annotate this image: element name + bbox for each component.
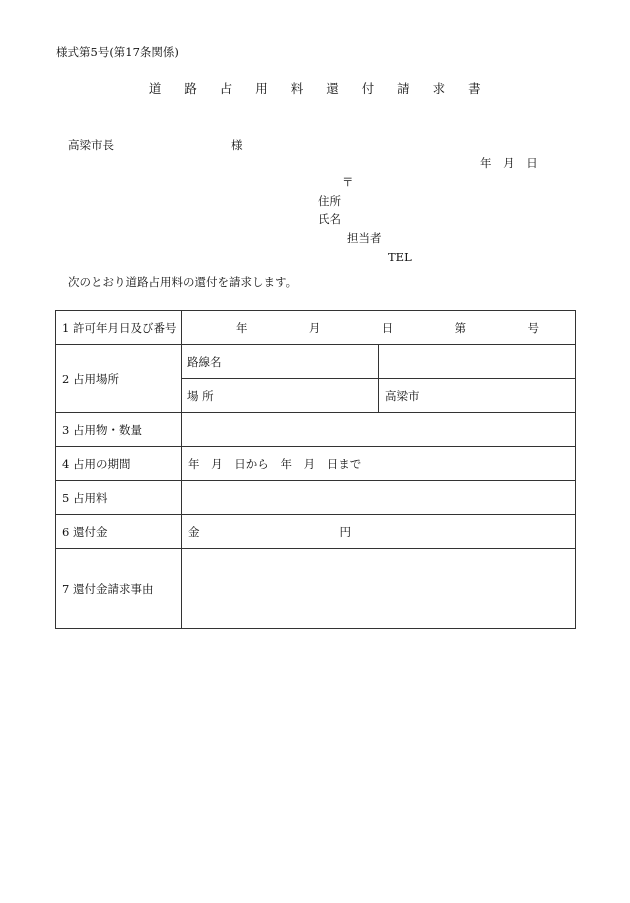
place-label: 場 所	[182, 379, 379, 413]
location-label: 2 占用場所	[56, 345, 182, 413]
route-value[interactable]	[379, 345, 576, 379]
fee-value[interactable]	[182, 481, 576, 515]
tel-label: TEL	[388, 250, 412, 264]
addressee-name: 高梁市長	[68, 138, 114, 152]
refund-value-cell[interactable]	[182, 515, 576, 549]
refund-label: 6 還付金	[56, 515, 182, 549]
refund-request-table	[55, 310, 576, 629]
reason-value[interactable]	[182, 549, 576, 629]
permit-number-prefix: 第	[454, 320, 467, 335]
document-title: 道 路 占 用 料 還 付 請 求 書	[148, 81, 491, 96]
refund-unit: 円	[339, 524, 351, 539]
contact-person-label: 担当者	[347, 231, 382, 245]
row-object	[56, 413, 576, 447]
application-date: 年 月 日	[480, 156, 538, 170]
refund-prefix: 金	[188, 524, 200, 539]
permit-label: 1 許可年月日及び番号	[56, 311, 182, 345]
permit-value-cell[interactable]	[182, 311, 576, 345]
row-period	[56, 447, 576, 481]
reason-label: 7 還付金請求事由	[56, 549, 182, 629]
permit-day: 日	[381, 320, 394, 335]
row-refund	[56, 515, 576, 549]
row-route	[56, 345, 576, 379]
period-value[interactable]: 年 月 日から 年 月 日まで	[182, 447, 576, 481]
form-number: 様式第5号(第17条関係)	[56, 45, 179, 59]
period-label: 4 占用の期間	[56, 447, 182, 481]
address-label: 住所	[318, 194, 341, 208]
row-fee	[56, 481, 576, 515]
permit-year: 年	[236, 320, 248, 335]
addressee-honorific: 様	[231, 138, 243, 152]
fee-label: 5 占用料	[56, 481, 182, 515]
object-label: 3 占用物・数量	[56, 413, 182, 447]
intro-text: 次のとおり道路占用料の還付を請求します。	[68, 275, 298, 289]
row-permit	[56, 311, 576, 345]
name-label: 氏名	[318, 212, 341, 226]
route-label: 路線名	[182, 345, 379, 379]
permit-number-suffix: 号	[527, 320, 539, 335]
place-value[interactable]: 高梁市	[379, 379, 576, 413]
object-value[interactable]	[182, 413, 576, 447]
postal-mark: 〒	[342, 175, 354, 189]
permit-month: 月	[308, 320, 321, 335]
row-reason	[56, 549, 576, 629]
